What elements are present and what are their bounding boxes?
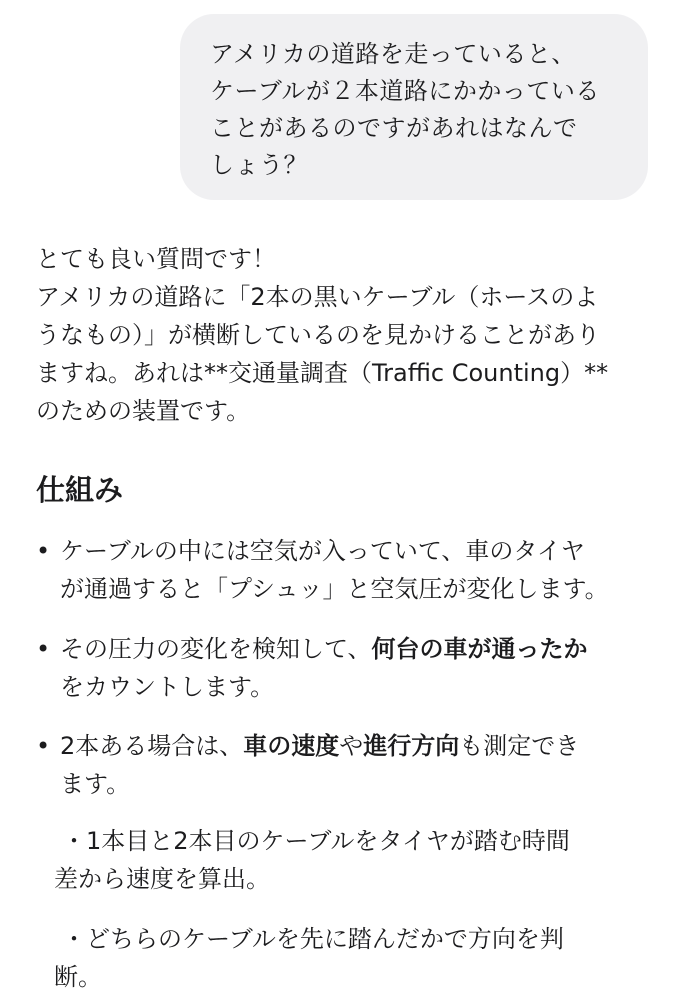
bullet-line: が通過すると「プシュッ」と空気圧が変化します。: [60, 575, 609, 603]
bullet-bold-text: 何台の車が通ったか: [371, 635, 588, 663]
bullet-line: [30, 727, 660, 765]
bullet-dot: •: [36, 635, 51, 663]
assistant-intro-line: ますね。あれは**交通量調査（Traffic Counting）**: [36, 359, 609, 387]
user-message-line: ことがあるのですがあれはなんで: [210, 114, 578, 142]
section-heading: 仕組み: [36, 473, 124, 507]
bullet-bold-text: 進行方向: [363, 732, 460, 760]
sub-bullet-item: [54, 920, 662, 996]
assistant-intro-line: のための装置です。: [36, 397, 251, 425]
sub-bullet-line: ・どちらのケーブルを先に踏んだかで方向を判: [62, 925, 564, 953]
bullet-item: [30, 630, 660, 706]
sub-bullet-line: 断。: [54, 963, 102, 991]
sub-bullet-line: 差から速度を算出。: [54, 865, 270, 893]
bullet-text: 2本ある場合は、: [60, 732, 244, 760]
user-message-bubble: [180, 14, 648, 200]
bullet-line: ケーブルの中には空気が入っていて、車のタイヤ: [60, 537, 585, 565]
bullet-line: をカウントします。: [60, 673, 275, 701]
user-message-line: しょう？: [210, 151, 308, 179]
bullet-text: その圧力の変化を検知して、: [60, 635, 372, 663]
bullet-dot: •: [36, 732, 51, 760]
assistant-intro: [36, 240, 656, 430]
bullet-dot: •: [36, 537, 51, 565]
assistant-intro-line: とても良い質問です！: [36, 245, 276, 273]
bullet-line: [30, 630, 660, 668]
sub-bullet-item: [54, 822, 662, 898]
bullet-bold-text: 車の速度: [243, 732, 340, 760]
bullet-text: も測定でき: [459, 732, 580, 760]
sub-bullet-line: ・1本目と2本目のケーブルをタイヤが踏む時間: [62, 827, 570, 855]
user-message-line: ケーブルが２本道路にかかっている: [210, 77, 600, 105]
bullet-item: [30, 532, 660, 608]
assistant-intro-line: アメリカの道路に「2本の黒いケーブル（ホースのよ: [36, 283, 599, 311]
assistant-intro-line: うなもの）」が横断しているのを見かけることがあり: [36, 321, 600, 349]
bullet-text: や: [339, 732, 364, 760]
bullet-item: [30, 727, 660, 803]
bullet-line: ます。: [60, 770, 131, 798]
user-message-line: アメリカの道路を走っていると、: [210, 40, 576, 68]
